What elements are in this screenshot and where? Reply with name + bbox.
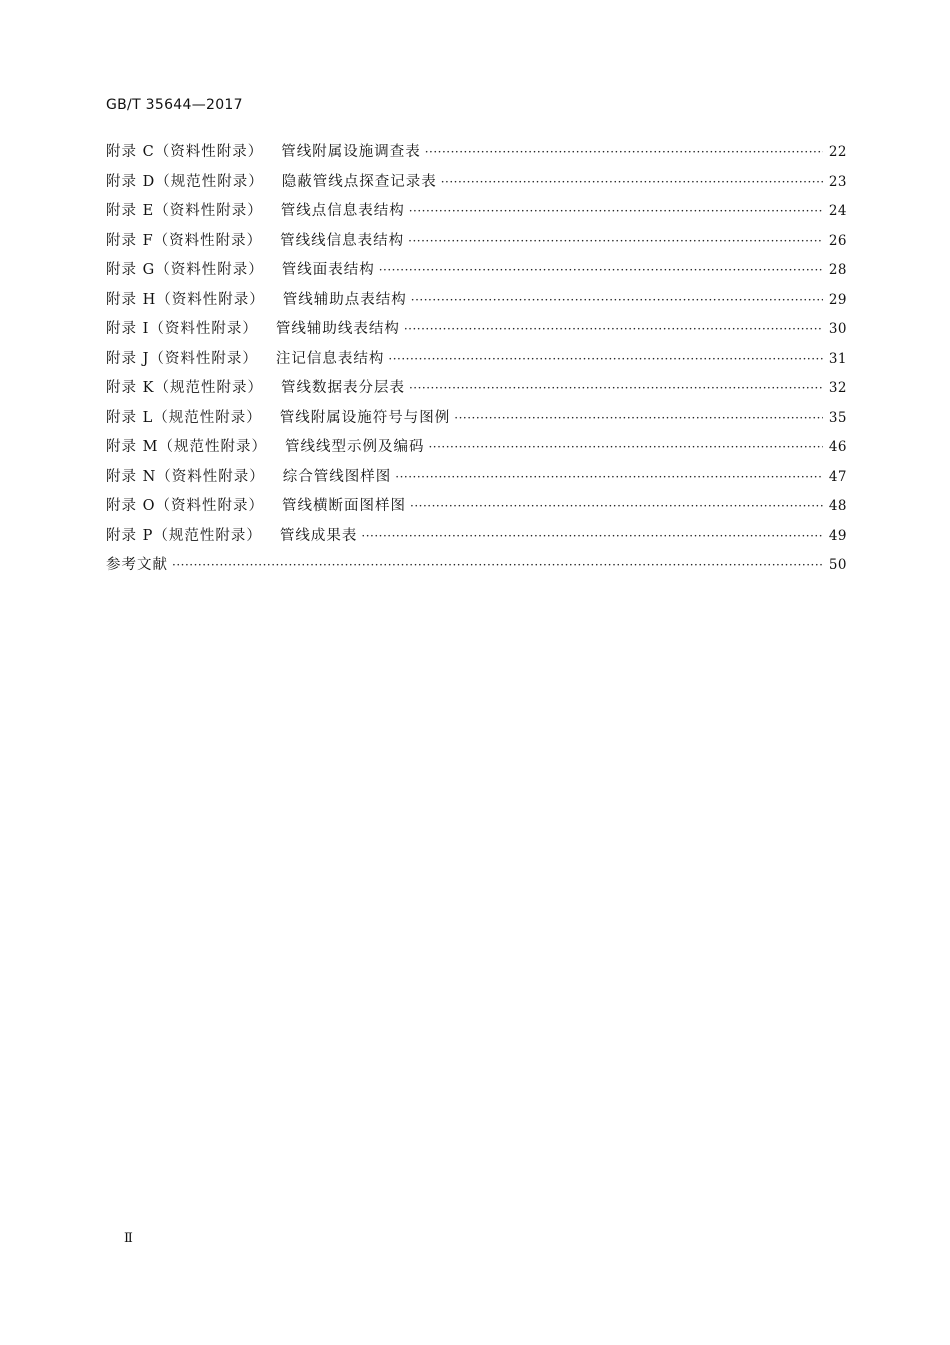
toc-leader-dots <box>411 293 823 307</box>
toc-entry-label: 附录 N（资料性附录） <box>106 468 265 485</box>
toc-entry[interactable] <box>106 229 847 259</box>
toc-entry[interactable] <box>106 465 847 495</box>
toc-entry-label: 附录 M（规范性附录） <box>106 439 267 455</box>
toc-entry-title: 注记信息表结构 <box>275 350 385 367</box>
toc-entry[interactable] <box>106 524 847 554</box>
toc-entry-title: 管线附属设施调查表 <box>281 144 421 160</box>
toc-leader-dots <box>425 145 823 159</box>
toc-entry-title: 管线横断面图样图 <box>282 498 406 514</box>
toc-entry-label: 附录 C（资料性附录） <box>106 144 264 160</box>
toc-leader-dots <box>408 234 823 248</box>
toc-leader-dots <box>172 558 823 572</box>
toc-entry-page: 29 <box>828 291 847 308</box>
toc-entry[interactable] <box>106 376 847 406</box>
toc-entry[interactable] <box>106 347 847 377</box>
toc-entry-label: 附录 J（资料性附录） <box>106 350 258 367</box>
toc-entry-title: 管线辅助线表结构 <box>275 321 400 337</box>
toc-entry-page: 26 <box>828 232 847 249</box>
toc-entry-page: 50 <box>828 557 847 573</box>
toc-entry-title: 隐蔽管线点探查记录表 <box>281 173 437 190</box>
toc-leader-dots <box>409 381 823 395</box>
toc-entry-page: 32 <box>828 380 847 396</box>
toc-entry-label: 附录 O（资料性附录） <box>106 498 264 514</box>
toc-entry-title: 管线面表结构 <box>281 262 375 278</box>
toc-entry-page: 47 <box>828 468 847 485</box>
toc-leader-dots <box>379 263 823 277</box>
toc-entry-label: 附录 D（规范性附录） <box>106 173 264 190</box>
toc-leader-dots <box>404 322 823 336</box>
toc-entry[interactable] <box>106 258 847 288</box>
table-of-contents <box>106 140 847 583</box>
toc-entry[interactable] <box>106 494 847 524</box>
toc-entry-label: 参考文献 <box>106 557 168 573</box>
toc-entry-label: 附录 K（规范性附录） <box>106 380 263 396</box>
page-number: Ⅱ <box>124 1231 133 1246</box>
toc-entry-title: 管线线信息表结构 <box>280 232 405 249</box>
toc-leader-dots <box>428 440 822 454</box>
toc-entry-label: 附录 H（资料性附录） <box>106 291 265 308</box>
toc-entry[interactable] <box>106 140 847 170</box>
toc-entry-title: 管线成果表 <box>279 527 358 544</box>
toc-entry-title: 管线线型示例及编码 <box>284 439 425 455</box>
toc-entry-page: 31 <box>828 350 847 367</box>
toc-entry-page: 49 <box>828 527 847 544</box>
toc-leader-dots <box>361 529 822 543</box>
standard-number: GB/T 35644—2017 <box>106 97 243 113</box>
toc-entry-title: 管线辅助点表结构 <box>282 291 407 308</box>
toc-entry-page: 30 <box>828 321 847 337</box>
toc-leader-dots <box>454 411 823 425</box>
toc-leader-dots <box>409 204 823 218</box>
toc-entry-page: 46 <box>828 439 847 455</box>
toc-entry-page: 35 <box>828 409 847 426</box>
toc-entry[interactable] <box>106 317 847 347</box>
toc-leader-dots <box>388 352 822 366</box>
toc-entry-label: 附录 P（规范性附录） <box>106 527 262 544</box>
toc-leader-dots <box>441 175 823 189</box>
toc-entry-page: 23 <box>828 173 847 190</box>
toc-entry-page: 28 <box>828 262 847 278</box>
toc-entry[interactable] <box>106 199 847 229</box>
toc-leader-dots <box>410 499 823 513</box>
toc-entry[interactable] <box>106 170 847 200</box>
toc-entry-title: 综合管线图样图 <box>282 468 392 485</box>
toc-entry[interactable] <box>106 553 847 583</box>
toc-entry-label: 附录 F（资料性附录） <box>106 232 263 249</box>
toc-entry-title: 管线附属设施符号与图例 <box>279 409 451 426</box>
toc-entry-page: 24 <box>828 203 847 219</box>
toc-entry-label: 附录 I（资料性附录） <box>106 321 258 337</box>
toc-entry-page: 48 <box>828 498 847 514</box>
toc-entry[interactable] <box>106 406 847 436</box>
toc-entry[interactable] <box>106 435 847 465</box>
toc-entry-title: 管线点信息表结构 <box>280 203 405 219</box>
toc-leader-dots <box>395 470 823 484</box>
toc-entry-label: 附录 L（规范性附录） <box>106 409 262 426</box>
toc-entry[interactable] <box>106 288 847 318</box>
toc-entry-label: 附录 G（资料性附录） <box>106 262 264 278</box>
toc-entry-label: 附录 E（资料性附录） <box>106 203 263 219</box>
toc-entry-page: 22 <box>828 144 847 160</box>
toc-entry-title: 管线数据表分层表 <box>280 380 405 396</box>
